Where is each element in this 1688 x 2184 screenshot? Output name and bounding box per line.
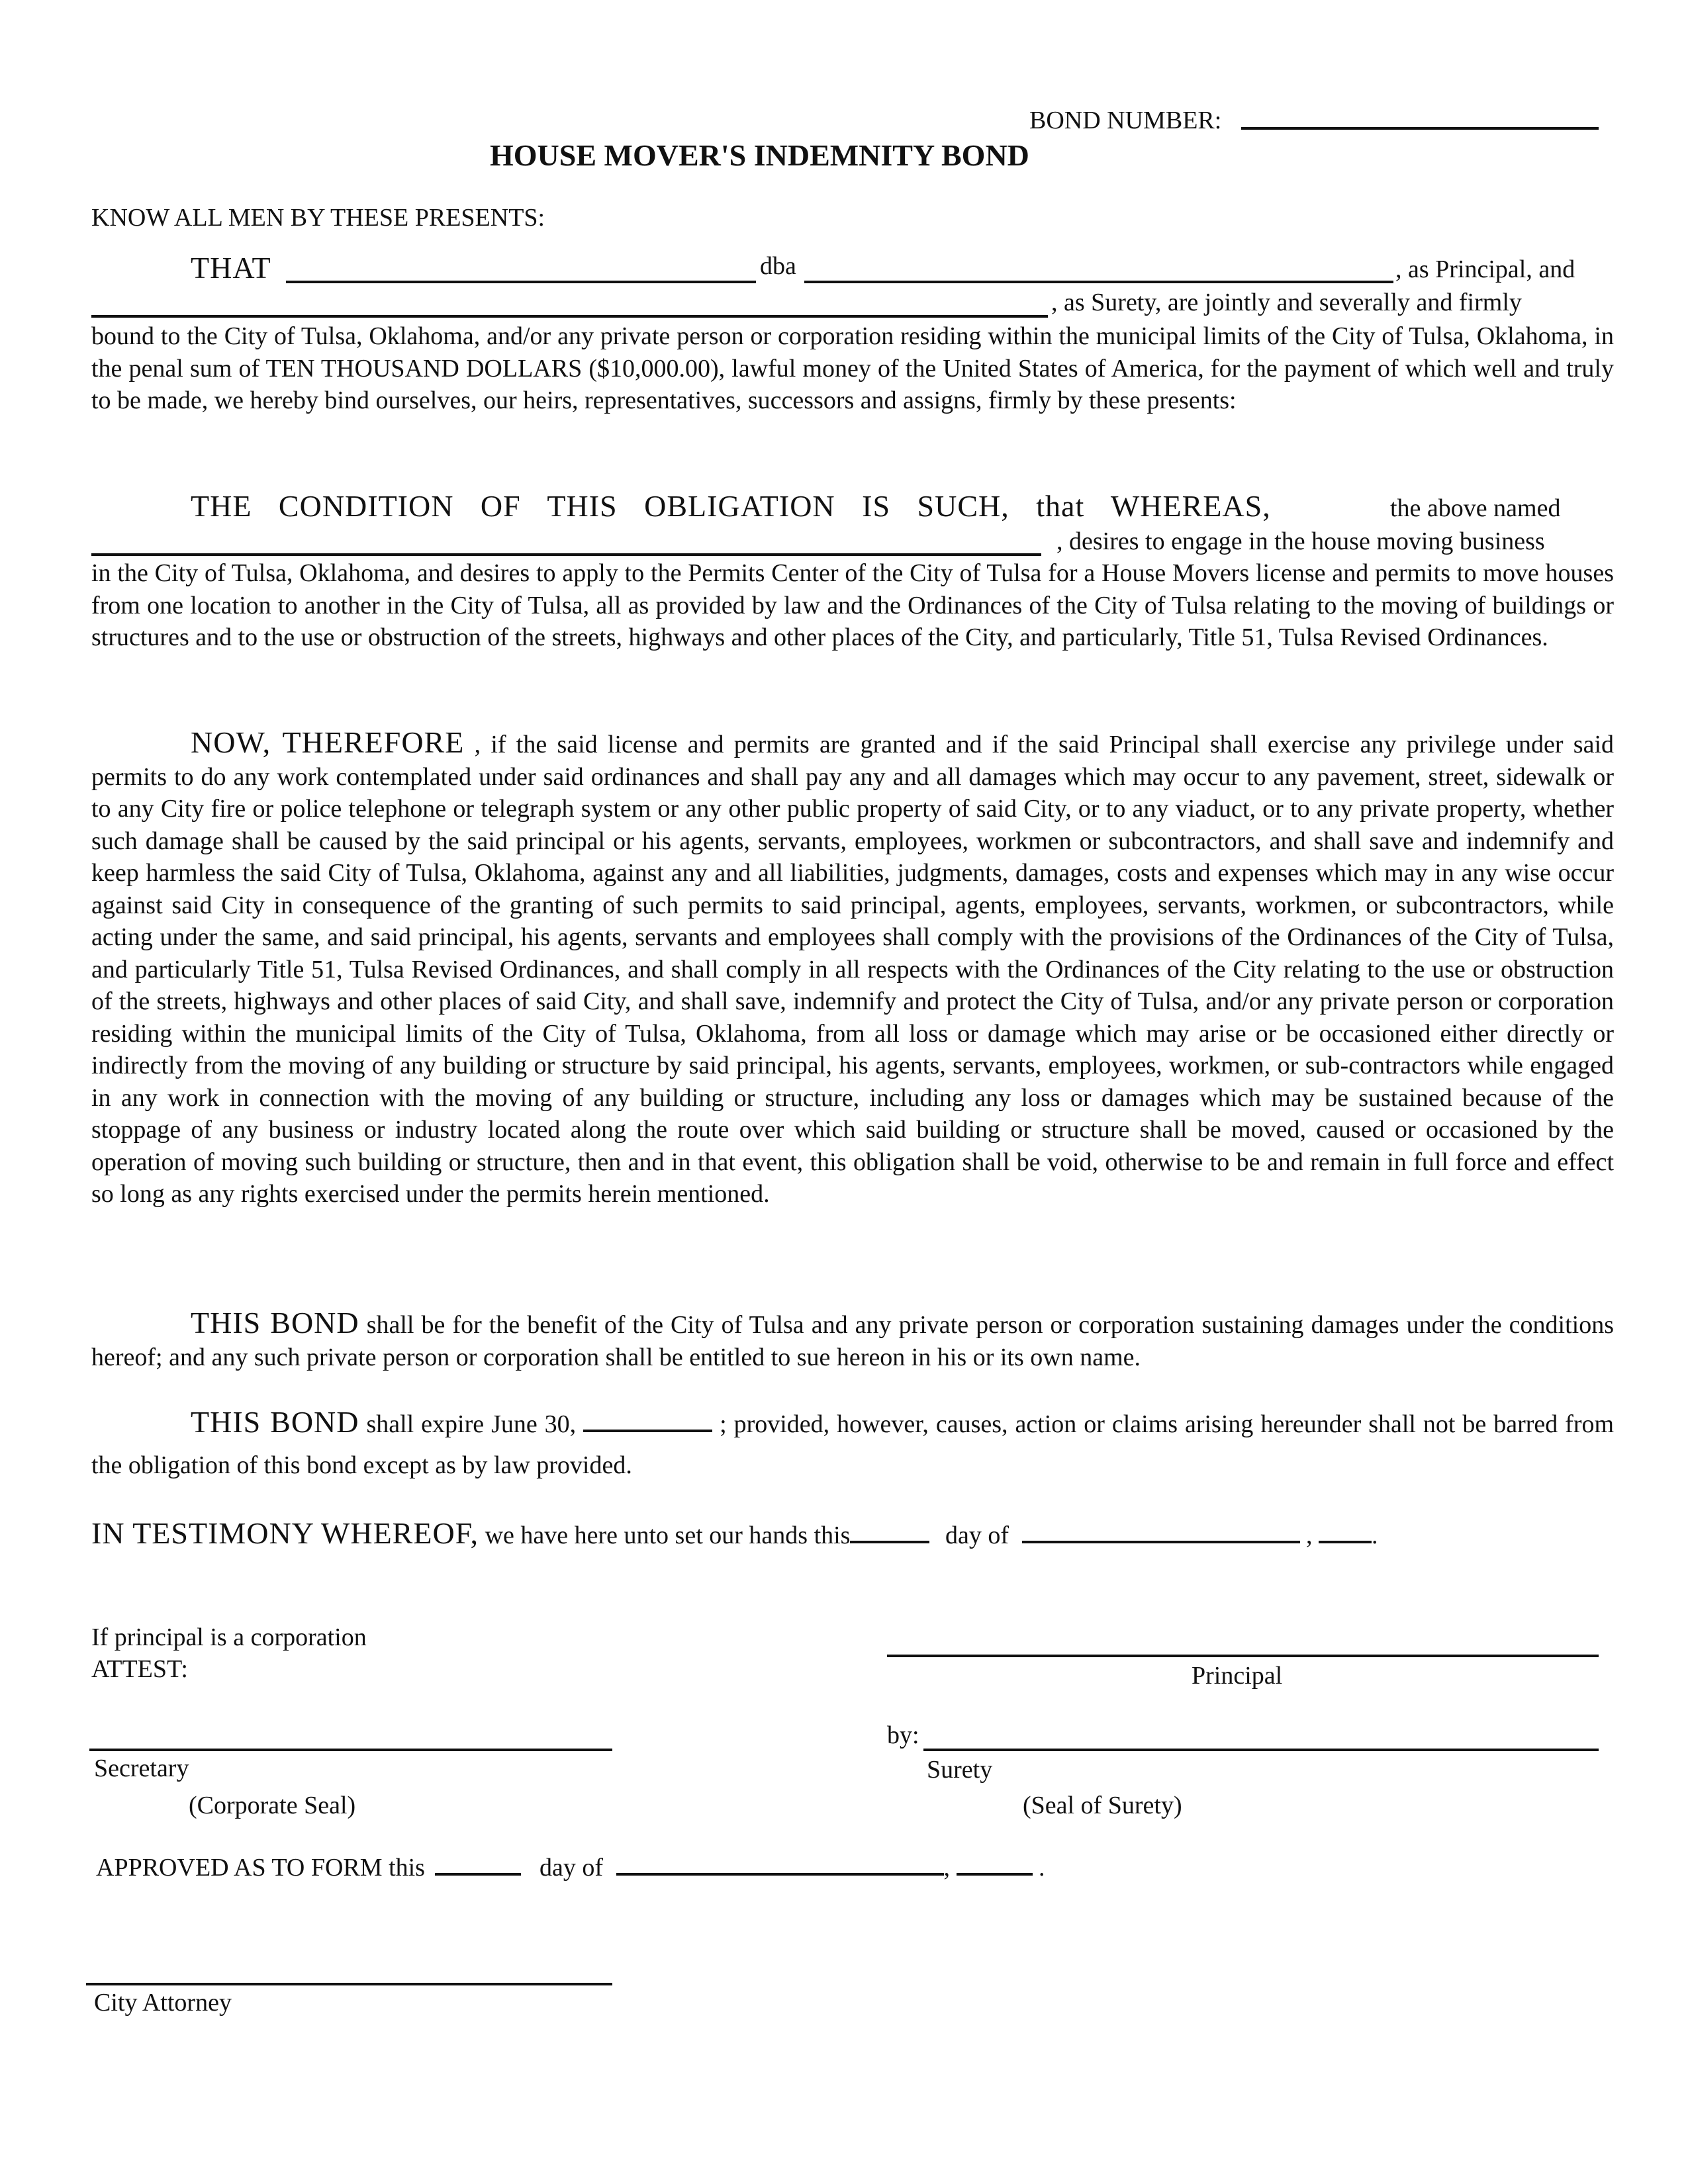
approved-period: . <box>1039 1854 1045 1882</box>
approved-year-field[interactable] <box>957 1873 1033 1876</box>
dba-name-field[interactable] <box>804 281 1393 283</box>
principal-signature-line[interactable] <box>887 1655 1599 1657</box>
bond-number-field[interactable] <box>1241 127 1599 130</box>
testimony-month-field[interactable] <box>1022 1541 1300 1543</box>
approved-comma: , <box>943 1854 950 1882</box>
principal-label: Principal <box>1192 1662 1283 1690</box>
corporate-seal-label: (Corporate Seal) <box>189 1792 356 1819</box>
testimony-text: we have here unto set our hands this <box>485 1522 851 1549</box>
expire-text1: shall expire June 30, <box>366 1410 577 1438</box>
approved-text: APPROVED AS TO FORM this <box>96 1854 425 1882</box>
surety-signature-line[interactable] <box>923 1749 1599 1751</box>
benefit-paragraph <box>91 1307 1614 1373</box>
condition-paragraph: in the City of Tulsa, Oklahoma, and desires to apply to the Permits Center of the City of Tulsa for a House Movers license and permits to move houses from one location to another in the City of Tulsa, all as provided by law and the Ordinances of the City of Tulsa relating to the moving of buildings or structures and to the use or obstruction of the streets, highways and other places of the City, and particularly, Title 51, Tulsa Revised Ordinances. <box>91 559 1614 651</box>
testimony-line <box>91 1516 1378 1551</box>
now-therefore-body: , if the said license and permits are granted and if the said Principal shall exercise any privilege under said permits to do any work contemplated under said ordinances and shall pay any and all damages which may occur to any pavement, street, sidewalk or to any City fire or police telephone or telegraph system or any other public property of said City, or to any viaduct, or to any private property, whether such damage shall be caused by the said principal or his agents, servants, employees, workmen or subcontractors, and shall save and indemnify and keep harmless the said City of Tulsa, Oklahoma, against any and all liabilities, judgments, damages, costs and expenses which may in any wise occur against said City in consequence of the granting of such permits to said principal, agents, employees, servants, workmen, or subcontractors, while acting under the same, and said principal, his agents, servants and employees shall comply with the provisions of the Ordinances of the City of Tulsa, and particularly Title 51, Tulsa Revised Ordinances, and shall comply in all respects with the Ordinances of the City relating to the use or obstruction of the streets, highways and other places of said City, and shall save, indemnify and protect the City of Tulsa, and/or any private person or corporation residing within the municipal limits of the City of Tulsa, Oklahoma, from all loss or damage which may arise or be occasioned either directly or indirectly from the moving of any building or structure by said principal, his agents, servants, employees, workmen, or sub-contractors while engaged in any work in connection with the moving of any building or structure, including any loss or damages which may be sustained because of the stoppage of any business or industry located along the route over which said building or structure shall be moved, caused or occasioned by the operation of moving such building or structure, then and in that event, this obligation shall be void, otherwise to be and remain in full force and effect so long as any rights exercised under the permits herein mentioned. <box>91 731 1615 1208</box>
now-therefore-lead: NOW, THEREFORE <box>191 725 465 759</box>
testimony-year-field[interactable] <box>1319 1541 1372 1543</box>
surety-label: Surety <box>927 1756 993 1784</box>
secretary-signature-line[interactable] <box>89 1749 612 1751</box>
seal-of-surety-label: (Seal of Surety) <box>1023 1792 1182 1819</box>
approved-day-field[interactable] <box>435 1873 521 1876</box>
expire-paragraph <box>91 1402 1614 1486</box>
testimony-day-of: day of <box>945 1522 1009 1549</box>
approved-day-of: day of <box>539 1854 603 1882</box>
benefit-body: shall be for the benefit of the City of Tulsa and any private person or corporation sustaining damages under the conditions hereof; and any such private person or corporation shall be entitled to sue hereon in his or its own name. <box>91 1311 1615 1371</box>
surety-name-field[interactable] <box>91 315 1048 318</box>
by-label: by: <box>887 1721 919 1749</box>
that-label: THAT <box>191 251 271 285</box>
testimony-day-field[interactable] <box>850 1541 929 1543</box>
benefit-lead: THIS BOND <box>191 1306 359 1340</box>
above-named-text: the above named <box>1390 494 1561 522</box>
document-title: HOUSE MOVER'S INDEMNITY BOND <box>490 138 1029 172</box>
as-surety-text: , as Surety, are jointly and severally and firmly <box>1051 289 1522 316</box>
testimony-lead: IN TESTIMONY WHEREOF, <box>91 1516 479 1550</box>
approved-month-field[interactable] <box>616 1873 944 1876</box>
secretary-label: Secretary <box>94 1754 189 1782</box>
testimony-period: . <box>1372 1522 1378 1549</box>
principal-name-field[interactable] <box>286 281 756 283</box>
condition-lead: THE CONDITION OF THIS OBLIGATION IS SUCH, that WHEREAS, <box>191 489 1271 523</box>
expire-text2: ; provided, however, causes, action or claims arising hereunder shall not be barred from the obligation of this bond except as by law provided. <box>91 1410 1615 1479</box>
bond-number-label: BOND NUMBER: <box>1029 107 1222 134</box>
applicant-name-field[interactable] <box>91 553 1041 556</box>
attest-label: ATTEST: <box>91 1655 188 1683</box>
expire-lead: THIS BOND <box>191 1405 359 1439</box>
intro-paragraph: bound to the City of Tulsa, Oklahoma, and/or any private person or corporation residing within the municipal limits of the City of Tulsa, Oklahoma, in the penal sum of TEN THOUSAND DOLLARS ($10,000.00), lawful money of the United States of America, for the payment of which well and truly to be made, we hereby bind ourselves, our heirs, representatives, successors and assigns, firmly by these presents: <box>91 322 1614 414</box>
expire-year-field[interactable] <box>583 1430 712 1432</box>
city-attorney-signature-line[interactable] <box>86 1983 612 1985</box>
city-attorney-label: City Attorney <box>94 1989 232 2017</box>
dba-label: dba <box>760 252 796 280</box>
desires-text: , desires to engage in the house moving business <box>1056 527 1545 555</box>
know-all-men: KNOW ALL MEN BY THESE PRESENTS: <box>91 204 545 232</box>
now-therefore-paragraph <box>91 727 1614 1210</box>
testimony-comma: , <box>1306 1522 1313 1549</box>
approved-line <box>96 1853 1045 1882</box>
if-principal-corporation: If principal is a corporation <box>91 1623 367 1651</box>
as-principal-text: , as Principal, and <box>1395 255 1575 283</box>
